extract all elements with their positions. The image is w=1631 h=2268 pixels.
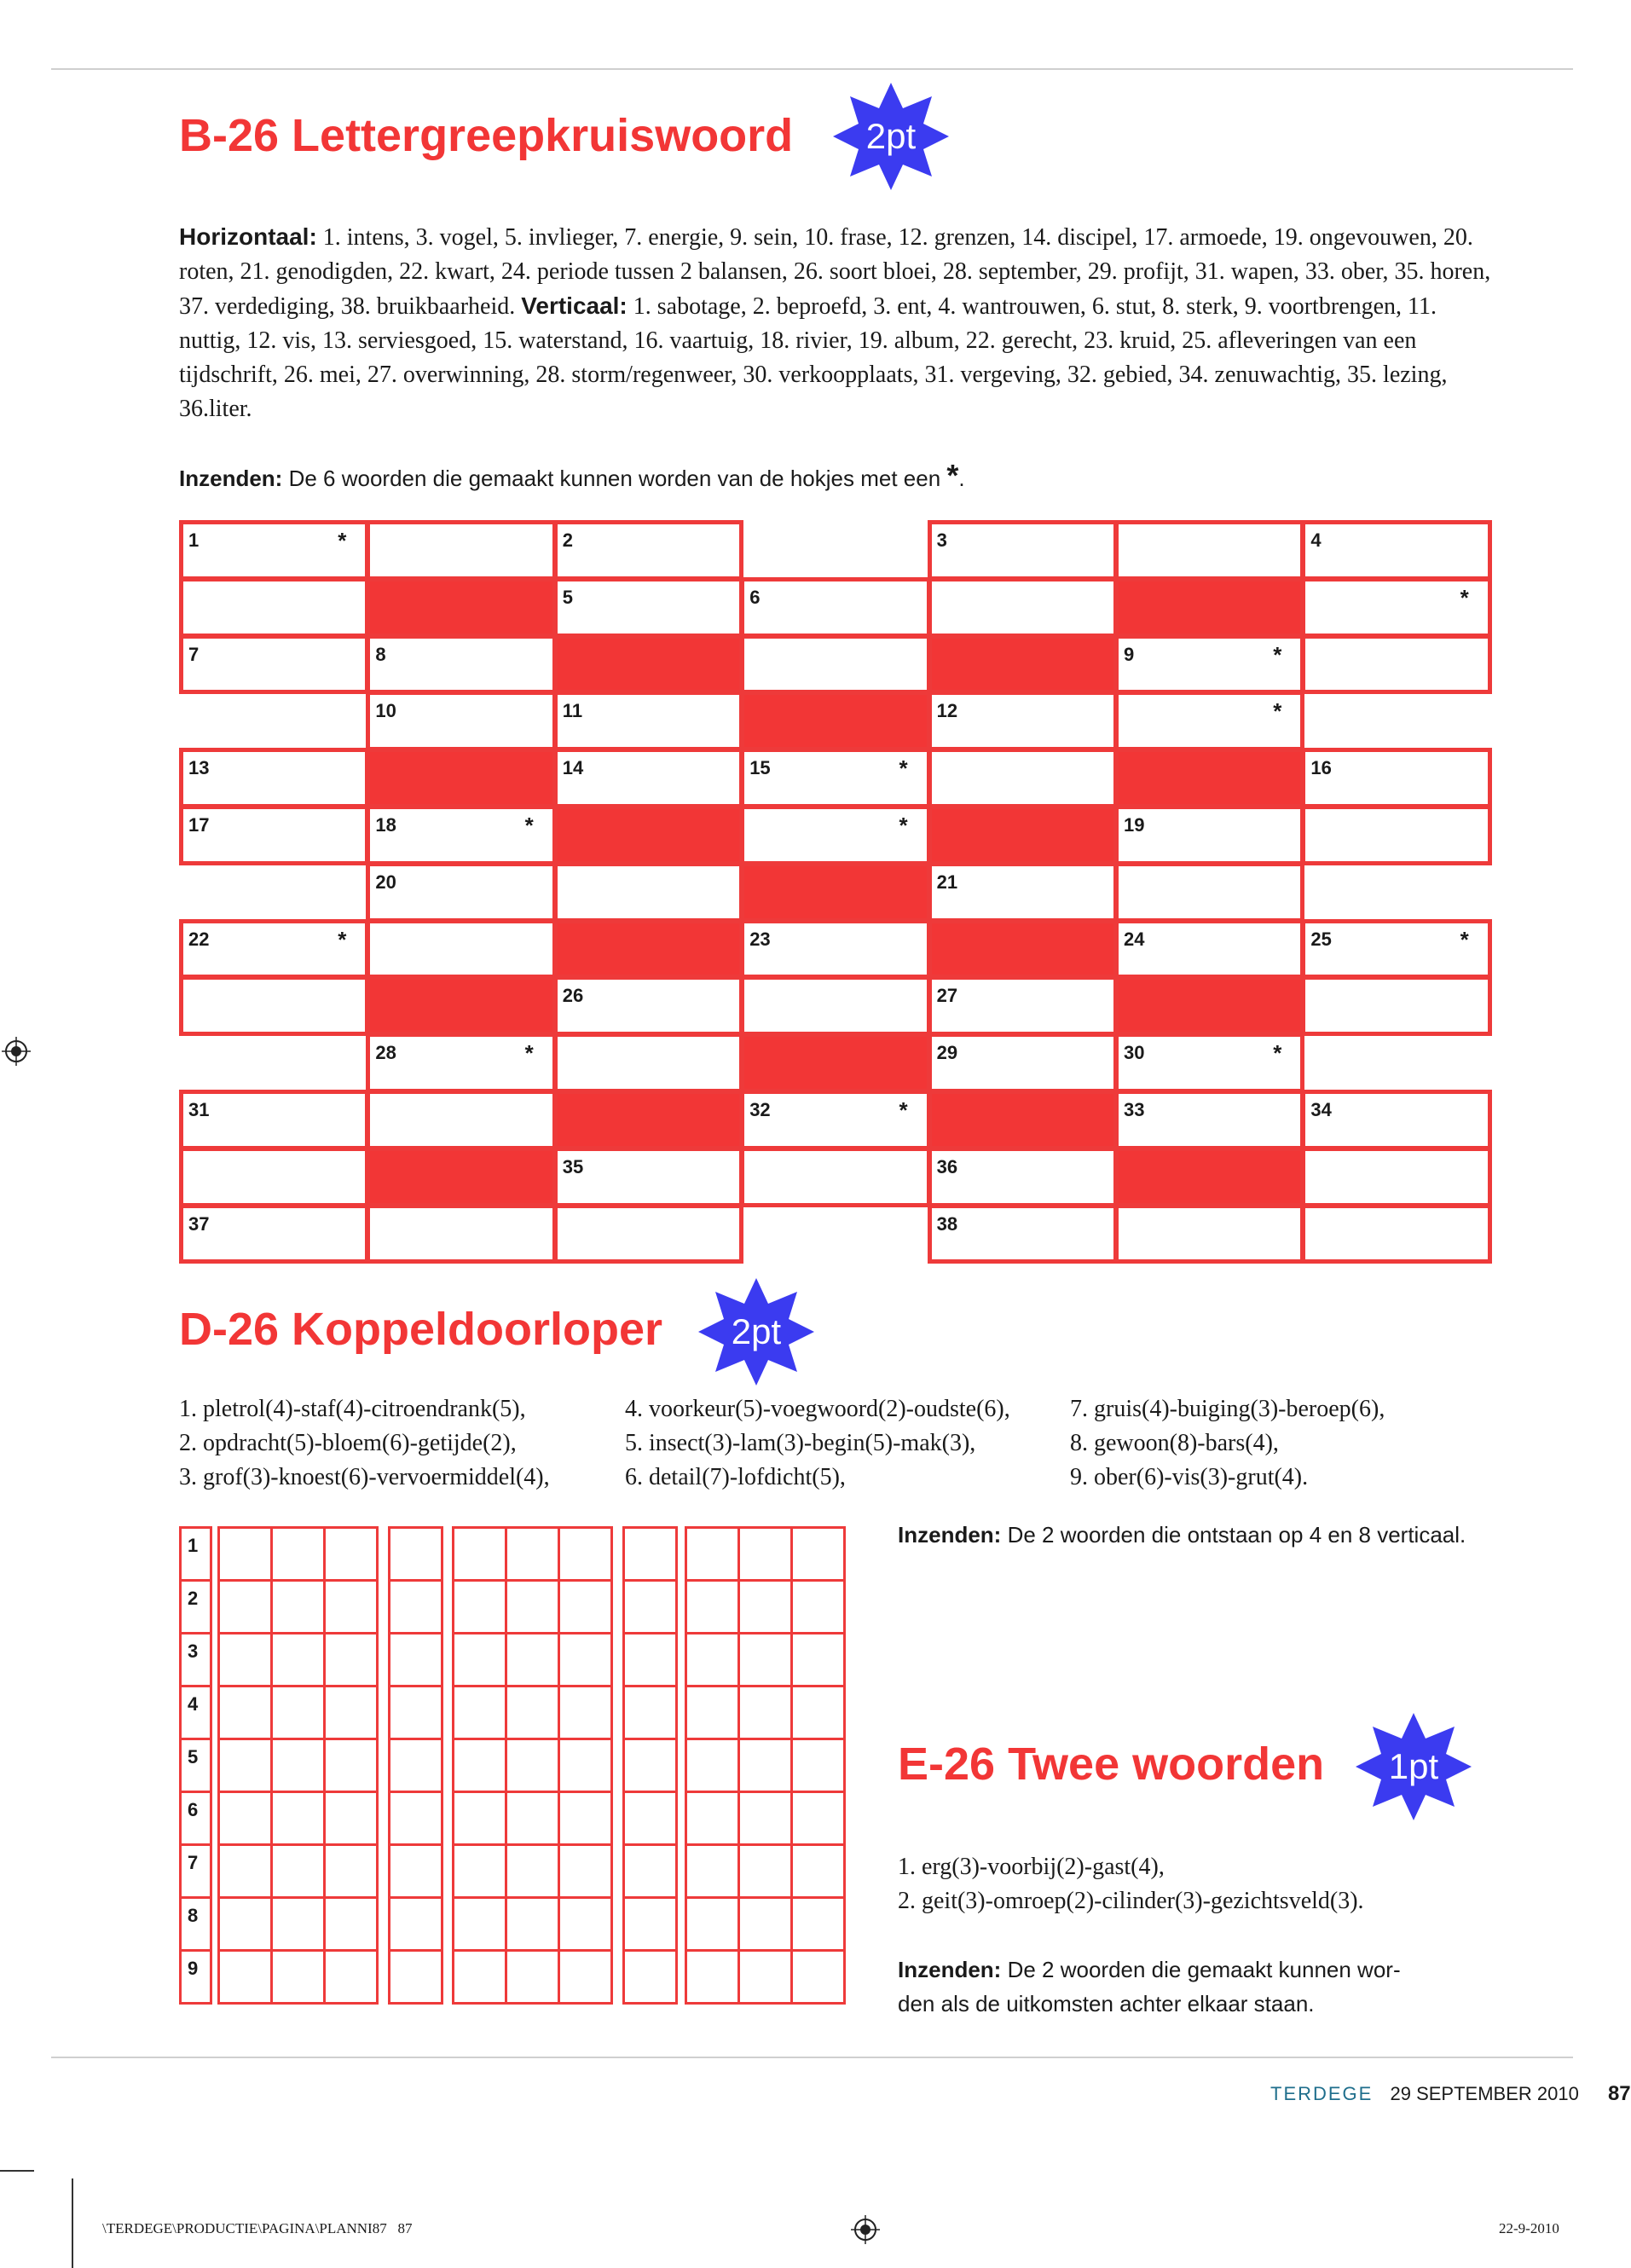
grid-cell[interactable] (1114, 1090, 1304, 1150)
row-number: 2 (188, 1588, 199, 1609)
grid-cell-filled (928, 919, 1118, 980)
letter-cell[interactable] (625, 1634, 678, 1687)
grid-cell[interactable] (553, 1147, 743, 1207)
letter-cell[interactable] (326, 1687, 379, 1740)
star-marker: * (524, 1040, 534, 1067)
letter-cell[interactable] (625, 1529, 678, 1582)
grid-cell[interactable] (553, 1204, 743, 1264)
letter-cell[interactable] (625, 1582, 678, 1634)
letter-cell[interactable] (625, 1952, 678, 2005)
clues-horizontal-label: Horizontaal: (179, 223, 317, 250)
grid-cell[interactable] (1301, 520, 1491, 581)
letter-cell[interactable] (454, 1899, 507, 1952)
letter-cell[interactable] (273, 1846, 326, 1899)
cell-number: 8 (375, 643, 386, 665)
grid-cell[interactable] (928, 748, 1118, 808)
clue-line: 1. erg(3)-voorbij(2)-gast(4), (898, 1854, 1165, 1880)
submit-label: Inzenden: (898, 1957, 1002, 1982)
letter-cell[interactable] (740, 1687, 793, 1740)
grid-cell-filled (928, 1090, 1118, 1150)
cell-number: 15 (749, 757, 771, 779)
grid-cell[interactable] (1301, 1204, 1491, 1264)
grid-cell[interactable] (179, 1147, 369, 1207)
cell-number: 16 (1310, 757, 1332, 779)
page-number: 87 (1607, 2082, 1631, 2105)
letter-cell[interactable] (793, 1846, 846, 1899)
grid-cell[interactable] (1301, 919, 1491, 980)
row-number: 1 (188, 1535, 199, 1556)
letter-cell[interactable] (560, 1529, 613, 1582)
grid-cell[interactable] (553, 975, 743, 1036)
letter-cell[interactable] (220, 1952, 273, 2005)
letter-cell[interactable] (507, 1952, 560, 2005)
cell-number: 4 (1310, 529, 1322, 551)
cell-number: 19 (1124, 814, 1145, 836)
grid-cell[interactable] (928, 862, 1118, 923)
cell-number: 21 (936, 871, 958, 893)
cell-number: 7 (188, 643, 200, 665)
letter-cell[interactable] (390, 1952, 443, 2005)
grid-cell-filled (1114, 1147, 1304, 1207)
letter-cell[interactable] (507, 1846, 560, 1899)
cell-number: 25 (1310, 928, 1332, 950)
row-number: 8 (188, 1905, 199, 1926)
crossword-grid (179, 520, 1489, 1260)
grid-cell[interactable] (179, 805, 369, 865)
letter-cell[interactable] (740, 1899, 793, 1952)
grid-cell-filled (366, 975, 556, 1036)
cell-number: 10 (375, 700, 396, 722)
grid-cell[interactable] (179, 577, 369, 638)
cell-number: 6 (749, 586, 761, 608)
grid-cell[interactable] (366, 1033, 556, 1093)
puzzle-d-clues-col2 (625, 1392, 1010, 1495)
row-number: 7 (188, 1852, 199, 1873)
letter-cell[interactable] (220, 1634, 273, 1687)
grid-cell[interactable] (179, 634, 369, 695)
row-number: 6 (188, 1799, 199, 1820)
star-marker: * (899, 813, 908, 838)
grid-cell[interactable] (366, 805, 556, 865)
letter-cell[interactable] (560, 1740, 613, 1793)
koppel-grid (179, 1526, 844, 2007)
letter-cell[interactable] (740, 1634, 793, 1687)
letter-cell[interactable] (454, 1846, 507, 1899)
cell-number: 30 (1124, 1042, 1145, 1064)
clue-line: 2. geit(3)-omroep(2)-cilinder(3)-gezichtsveld(3). (898, 1888, 1364, 1914)
cell-number: 12 (936, 700, 958, 722)
puzzle-b-points-badge (831, 81, 951, 192)
puzzle-e-points-badge (1354, 1711, 1473, 1822)
grid-cell[interactable] (179, 1204, 369, 1264)
star-marker: * (1460, 926, 1469, 952)
puzzle-d-points: 2pt (731, 1311, 782, 1351)
grid-cell[interactable] (740, 919, 930, 980)
issue-date: 29 SEPTEMBER 2010 (1390, 2083, 1579, 2104)
letter-cell[interactable] (326, 1899, 379, 1952)
clues-vertical-label: Verticaal: (521, 292, 628, 319)
grid-cell[interactable] (366, 520, 556, 581)
letter-cell[interactable] (326, 1634, 379, 1687)
grid-cell-filled (553, 805, 743, 865)
grid-cell-filled (366, 748, 556, 808)
grid-cell[interactable] (179, 919, 369, 980)
grid-cell[interactable] (1114, 1033, 1304, 1093)
cell-number: 3 (936, 529, 947, 551)
cell-number: 36 (936, 1155, 958, 1177)
grid-cell[interactable] (1114, 862, 1304, 923)
top-rule (51, 68, 1573, 70)
grid-cell[interactable] (1114, 520, 1304, 581)
letter-cell[interactable] (273, 1952, 326, 2005)
puzzle-e-title: E-26 Twee woorden (898, 1739, 1325, 1790)
puzzle-b-clues (179, 220, 1492, 426)
star-marker: * (524, 813, 534, 838)
letter-cell[interactable] (793, 1634, 846, 1687)
grid-cell[interactable] (928, 1033, 1118, 1093)
letter-cell[interactable] (687, 1634, 740, 1687)
footer (1270, 2082, 1631, 2106)
grid-cell[interactable] (1114, 805, 1304, 865)
star-marker: * (338, 528, 347, 553)
cell-number: 18 (375, 814, 396, 836)
grid-cell[interactable] (1301, 634, 1491, 695)
grid-cell[interactable] (553, 748, 743, 808)
row-number: 3 (188, 1640, 199, 1662)
letter-cell[interactable] (687, 1740, 740, 1793)
letter-cell[interactable] (793, 1687, 846, 1740)
grid-cell-filled (740, 1033, 930, 1093)
puzzle-e-submit (898, 1953, 1401, 2021)
grid-cell[interactable] (179, 975, 369, 1036)
letter-cell[interactable] (273, 1740, 326, 1793)
grid-cell[interactable] (740, 1090, 930, 1150)
grid-cell-filled (1114, 748, 1304, 808)
print-date: 22-9-2010 (1499, 2220, 1559, 2236)
grid-cell[interactable] (1114, 1204, 1304, 1264)
letter-cell[interactable] (625, 1793, 678, 1846)
cell-number: 24 (1124, 928, 1145, 950)
cell-number: 2 (562, 529, 574, 551)
grid-cell[interactable] (928, 691, 1118, 751)
cell-number: 11 (562, 700, 583, 722)
letter-cell[interactable] (687, 1952, 740, 2005)
crop-mark (0, 2170, 34, 2172)
letter-cell[interactable] (687, 1899, 740, 1952)
cell-number: 31 (188, 1099, 210, 1120)
grid-cell-filled (740, 691, 930, 751)
letter-cell[interactable] (793, 1740, 846, 1793)
grid-cell[interactable] (179, 1090, 369, 1150)
grid-cell[interactable] (1114, 919, 1304, 980)
letter-cell[interactable] (326, 1740, 379, 1793)
clue-line: 7. gruis(4)-buiging(3)-beroep(6), (1070, 1396, 1385, 1422)
puzzle-d-clues-col1 (179, 1392, 550, 1495)
letter-cell[interactable] (740, 1529, 793, 1582)
row-number: 4 (188, 1693, 199, 1715)
grid-cell[interactable] (366, 1204, 556, 1264)
crop-mark (72, 2178, 73, 2268)
letter-cell[interactable] (793, 1793, 846, 1846)
submit-text-1: De 2 woorden die gemaakt kunnen wor- (1001, 1957, 1401, 1982)
grid-cell[interactable] (928, 1204, 1118, 1264)
grid-cell[interactable] (1114, 691, 1304, 751)
star-marker: * (1273, 641, 1282, 668)
cell-number: 14 (562, 757, 584, 779)
submit-text: De 2 woorden die ontstaan op 4 en 8 verticaal. (1001, 1522, 1466, 1548)
grid-cell-filled (1114, 975, 1304, 1036)
cell-number: 32 (749, 1099, 771, 1120)
grid-cell[interactable] (179, 748, 369, 808)
cell-number: 22 (188, 928, 210, 950)
letter-cell[interactable] (390, 1582, 443, 1634)
letter-cell[interactable] (687, 1846, 740, 1899)
letter-cell[interactable] (793, 1952, 846, 2005)
letter-cell[interactable] (560, 1846, 613, 1899)
puzzle-d-title: D-26 Koppeldoorloper (179, 1304, 663, 1355)
submit-star: * (946, 458, 959, 493)
grid-cell-filled (740, 862, 930, 923)
letter-cell[interactable] (390, 1793, 443, 1846)
grid-cell[interactable] (366, 862, 556, 923)
clue-line: 3. grof(3)-knoest(6)-vervoermiddel(4), (179, 1464, 550, 1490)
letter-cell[interactable] (454, 1793, 507, 1846)
grid-cell[interactable] (553, 691, 743, 751)
letter-cell[interactable] (740, 1740, 793, 1793)
letter-cell[interactable] (740, 1846, 793, 1899)
letter-cell[interactable] (273, 1529, 326, 1582)
puzzle-e-clues (898, 1850, 1364, 1918)
letter-cell[interactable] (507, 1793, 560, 1846)
letter-cell[interactable] (687, 1529, 740, 1582)
puzzle-d-clues-col3 (1070, 1392, 1385, 1495)
letter-cell[interactable] (560, 1899, 613, 1952)
grid-cell-filled (928, 805, 1118, 865)
submit-text: De 6 woorden die gemaakt kunnen worden van de hokjes met een (282, 466, 947, 491)
grid-cell[interactable] (740, 805, 930, 865)
letter-cell[interactable] (507, 1634, 560, 1687)
cell-number: 29 (936, 1042, 958, 1064)
row-number: 9 (188, 1958, 199, 1979)
letter-cell[interactable] (454, 1582, 507, 1634)
star-marker: * (1273, 698, 1282, 725)
puzzle-b-submit (179, 458, 965, 494)
letter-cell[interactable] (625, 1740, 678, 1793)
submit-label: Inzenden: (898, 1522, 1002, 1548)
letter-cell[interactable] (507, 1899, 560, 1952)
grid-cell[interactable] (928, 520, 1118, 581)
grid-cell-filled (553, 1090, 743, 1150)
letter-cell[interactable] (273, 1687, 326, 1740)
grid-cell-filled (928, 634, 1118, 695)
letter-cell[interactable] (740, 1582, 793, 1634)
letter-cell[interactable] (220, 1846, 273, 1899)
letter-cell[interactable] (326, 1952, 379, 2005)
clue-line: 8. gewoon(8)-bars(4), (1070, 1430, 1279, 1456)
cell-number: 28 (375, 1042, 396, 1064)
letter-cell[interactable] (390, 1846, 443, 1899)
letter-cell[interactable] (326, 1582, 379, 1634)
grid-cell[interactable] (553, 1033, 743, 1093)
grid-cell[interactable] (1301, 975, 1491, 1036)
grid-cell[interactable] (740, 1147, 930, 1207)
grid-cell-filled (553, 919, 743, 980)
letter-cell[interactable] (625, 1846, 678, 1899)
letter-cell[interactable] (220, 1529, 273, 1582)
letter-cell[interactable] (220, 1899, 273, 1952)
grid-cell-filled (366, 577, 556, 638)
puzzle-d-points-badge (697, 1276, 816, 1387)
letter-cell[interactable] (740, 1793, 793, 1846)
letter-cell[interactable] (687, 1582, 740, 1634)
clue-line: 1. pletrol(4)-staf(4)-citroendrank(5), (179, 1396, 526, 1422)
grid-cell[interactable] (366, 1090, 556, 1150)
letter-cell[interactable] (560, 1634, 613, 1687)
cell-number: 26 (562, 985, 584, 1007)
letter-cell[interactable] (326, 1529, 379, 1582)
letter-cell[interactable] (625, 1687, 678, 1740)
clue-line: 4. voorkeur(5)-voegwoord(2)-oudste(6), (625, 1396, 1010, 1422)
star-marker: * (899, 755, 908, 782)
letter-cell[interactable] (390, 1529, 443, 1582)
grid-cell[interactable] (1114, 634, 1304, 695)
letter-cell[interactable] (390, 1634, 443, 1687)
cell-number: 17 (188, 814, 210, 836)
grid-cell-filled (1114, 577, 1304, 638)
grid-cell[interactable] (366, 691, 556, 751)
grid-cell[interactable] (740, 634, 930, 695)
letter-cell[interactable] (507, 1687, 560, 1740)
grid-cell[interactable] (740, 748, 930, 808)
letter-cell[interactable] (560, 1793, 613, 1846)
letter-cell[interactable] (560, 1952, 613, 2005)
letter-cell[interactable] (454, 1634, 507, 1687)
clue-line: 9. ober(6)-vis(3)-grut(4). (1070, 1464, 1309, 1490)
puzzle-b-title: B-26 Lettergreepkruiswoord (179, 110, 794, 161)
puzzle-b-points: 2pt (865, 116, 917, 156)
letter-cell[interactable] (454, 1529, 507, 1582)
file-path: \TERDEGE\PRODUCTIE\PAGINA\PLANNI87 87 (102, 2220, 413, 2236)
cell-number: 20 (375, 871, 396, 893)
letter-cell[interactable] (740, 1952, 793, 2005)
grid-cell[interactable] (553, 520, 743, 581)
star-marker: * (1460, 584, 1469, 610)
clue-line: 6. detail(7)-lofdicht(5), (625, 1464, 846, 1490)
cell-number: 38 (936, 1212, 958, 1235)
grid-cell[interactable] (1301, 1090, 1491, 1150)
grid-cell[interactable] (366, 634, 556, 695)
letter-cell[interactable] (273, 1582, 326, 1634)
letter-cell[interactable] (326, 1846, 379, 1899)
clue-line: 2. opdracht(5)-bloem(6)-getijde(2), (179, 1430, 517, 1456)
star-marker: * (899, 1097, 908, 1123)
letter-cell[interactable] (390, 1687, 443, 1740)
grid-cell[interactable] (366, 919, 556, 980)
submit-end: . (958, 466, 965, 491)
letter-cell[interactable] (220, 1793, 273, 1846)
letter-cell[interactable] (793, 1899, 846, 1952)
grid-cell-filled (553, 634, 743, 695)
letter-cell[interactable] (507, 1529, 560, 1582)
cell-number: 34 (1310, 1099, 1332, 1120)
letter-cell[interactable] (220, 1687, 273, 1740)
letter-cell[interactable] (220, 1582, 273, 1634)
clue-line: 5. insect(3)-lam(3)-begin(5)-mak(3), (625, 1430, 976, 1456)
grid-cell[interactable] (553, 862, 743, 923)
letter-cell[interactable] (687, 1687, 740, 1740)
cell-number: 1 (188, 529, 200, 551)
grid-cell[interactable] (1301, 748, 1491, 808)
cell-number: 5 (562, 586, 574, 608)
grid-cell[interactable] (740, 577, 930, 638)
letter-cell[interactable] (560, 1582, 613, 1634)
letter-cell[interactable] (625, 1899, 678, 1952)
clues-horizontal: 1. intens, 3. vogel, 5. invlieger, 7. energie, 9. sein, 10. frase, 12. grenzen, 14. discipel, 17. armoede, 19. ongevouwen, 20. roten, 21. genodigden, 22. kwart, 24. periode tussen 2 balansen, 26. soort bloei, 28. september, 29. profijt, 31. wapen, 33. ober, 35. horen, 37. verdediging, 38. bruikbaarheid. (179, 224, 1491, 320)
letter-cell[interactable] (560, 1687, 613, 1740)
puzzle-e-points: 1pt (1388, 1746, 1439, 1786)
registration-mark-icon (851, 2215, 880, 2244)
grid-cell[interactable] (928, 577, 1118, 638)
cell-number: 33 (1124, 1099, 1145, 1120)
letter-cell[interactable] (507, 1582, 560, 1634)
letter-cell[interactable] (273, 1899, 326, 1952)
clues-vertical: 1. sabotage, 2. beproefd, 3. ent, 4. wantrouwen, 6. stut, 8. sterk, 9. voortbrengen, 11. nuttig, 12. vis, 13. serviesgoed, 15. waterstand, 16. vaartuig, 18. rivier, 19. album, 22. gerecht, 23. kruid, 25. afleveringen van een tijdschrift, 26. mei, 27. overwinning, 28. storm/regenweer, 30. verkoopplaats, 31. vergeving, 32. gebied, 34. zenuwachtig, 35. lezing, 36.liter. (179, 293, 1448, 422)
grid-cell[interactable] (553, 577, 743, 638)
letter-cell[interactable] (454, 1952, 507, 2005)
letter-cell[interactable] (793, 1582, 846, 1634)
grid-cell[interactable] (928, 1147, 1118, 1207)
letter-cell[interactable] (454, 1687, 507, 1740)
grid-cell[interactable] (1301, 1147, 1491, 1207)
letter-cell[interactable] (793, 1529, 846, 1582)
star-marker: * (1273, 1040, 1282, 1067)
cell-number: 27 (936, 985, 958, 1007)
submit-label: Inzenden: (179, 466, 283, 491)
submit-text-2: den als de uitkomsten achter elkaar staan. (898, 1991, 1315, 2016)
letter-cell[interactable] (220, 1740, 273, 1793)
puzzle-d-submit (898, 1522, 1466, 1548)
grid-cell[interactable] (179, 520, 369, 581)
grid-cell[interactable] (928, 975, 1118, 1036)
grid-cell-filled (366, 1147, 556, 1207)
bottom-rule (51, 2057, 1573, 2058)
letter-cell[interactable] (273, 1793, 326, 1846)
cell-number: 13 (188, 757, 210, 779)
cell-number: 9 (1124, 643, 1135, 665)
letter-cell[interactable] (273, 1634, 326, 1687)
cell-number: 23 (749, 928, 771, 950)
letter-cell[interactable] (454, 1740, 507, 1793)
magazine-name: TERDEGE (1270, 2083, 1374, 2104)
letter-cell[interactable] (326, 1793, 379, 1846)
grid-cell[interactable] (1301, 577, 1491, 638)
grid-cell[interactable] (740, 975, 930, 1036)
star-marker: * (338, 926, 347, 952)
letter-cell[interactable] (390, 1740, 443, 1793)
registration-mark-icon (2, 1037, 31, 1066)
row-number: 5 (188, 1746, 199, 1768)
letter-cell[interactable] (390, 1899, 443, 1952)
cell-number: 37 (188, 1212, 210, 1235)
letter-cell[interactable] (687, 1793, 740, 1846)
letter-cell[interactable] (507, 1740, 560, 1793)
cell-number: 35 (562, 1155, 584, 1177)
grid-cell[interactable] (1301, 805, 1491, 865)
